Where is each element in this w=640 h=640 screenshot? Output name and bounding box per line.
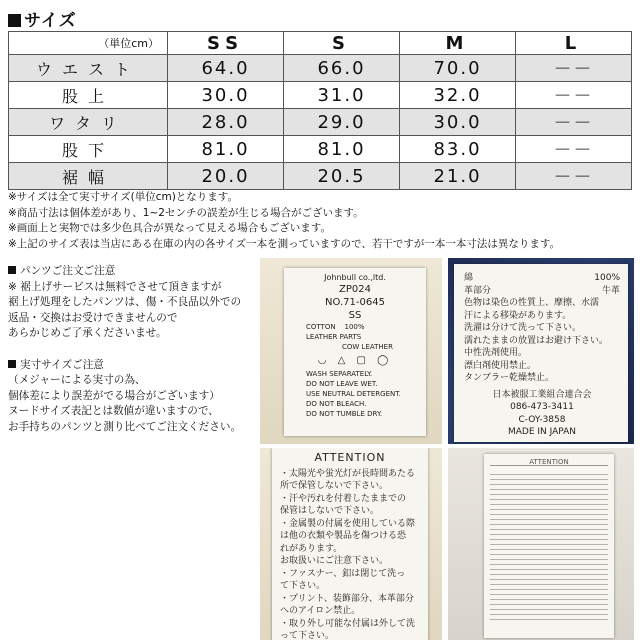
product-code: ZP024 [339,284,371,295]
attention-line: ・取り外し可能な付属は外して洗 [280,618,416,629]
measure-notice-line: （メジャーによる実寸の為、 [8,374,146,386]
attention-line: ・太陽光や蛍光灯が長時間あたる [280,468,416,479]
material-pct: 100% [594,273,620,283]
attention-tag-photo [260,448,442,640]
association-name: 日本被服工業組合連合会 [492,389,592,400]
measure-notice-title: 実寸サイズご注意 [8,358,258,374]
attention-line: ・汗や汚れを付着したままでの [280,493,407,504]
table-row [9,109,632,136]
care-label-tag [454,264,628,442]
table-cell: 31.0 [284,82,400,109]
attention-card [484,454,614,638]
attention-line: れがあります。 [280,543,343,554]
unit-cell: （単位cm） [9,32,168,55]
table-cell: 81.0 [168,136,284,163]
table-cell: 30.0 [400,109,516,136]
note-line: ※商品寸法は個体差があり、1~2センチの誤差が生じる場合がございます。 [8,206,364,219]
attention-heading: ATTENTION [314,451,386,464]
care-line: 色物は染色の性質上、摩擦、水濡 [464,298,600,308]
row-label: ワタリ [9,109,168,136]
square-bullet-icon [8,14,21,27]
material-pct: 100% [344,323,365,331]
table-cell: 81.0 [284,136,400,163]
table-row [9,55,632,82]
fine-print-icon [490,470,608,620]
care-line: 漂白剤使用禁止。 [464,360,537,371]
brand-label-tag [284,268,426,436]
section-title-text: サイズ [24,11,77,31]
table-cell: －－ [516,109,632,136]
table-cell: 20.5 [284,163,400,190]
table-cell: 64.0 [168,55,284,82]
row-label: 股下 [9,136,168,163]
attention-line: お取扱いにご注意下さい。 [280,556,389,566]
section-title [8,6,77,31]
leather-type: COW LEATHER [342,343,393,351]
care-line: タンブラー乾燥禁止。 [464,373,555,383]
attention-line: ・金属製の付属を使用している際 [280,518,416,529]
leather-type: 牛革 [601,285,620,296]
pants-notice-line: 返品・交換はお受けできませんので [8,311,178,324]
size-header-row [9,32,632,55]
care-line: 中性洗剤使用。 [464,348,528,358]
association-code: C-OY-3858 [518,414,566,425]
size-table [8,31,632,190]
table-cell: 21.0 [400,163,516,190]
row-label: ウエスト [9,55,168,82]
care-line: DO NOT TUMBLE DRY. [306,410,383,418]
measure-notice-line: 個体差により誤差がでる場合がございます） [8,389,220,402]
care-line: DO NOT BLEACH. [306,400,367,408]
table-cell: 32.0 [400,82,516,109]
table-cell: 66.0 [284,55,400,82]
attention-line: 所で保管しないで下さい。 [280,481,389,491]
table-cell: 70.0 [400,55,516,82]
square-bullet-icon [8,266,16,274]
leather-label: 革部分 [464,285,492,296]
size-notes [8,190,560,252]
care-line: WASH SEPARATELY. [306,370,373,378]
material-label: COTTON [306,323,336,331]
origin-label: MADE IN JAPAN [507,427,577,437]
size-header-ss: SS [168,32,284,55]
table-cell: －－ [516,163,632,190]
table-cell: －－ [516,136,632,163]
care-line: DO NOT LEAVE WET. [306,380,378,388]
order-notes [8,264,258,435]
association-phone: 086-473-3411 [510,402,574,412]
care-symbols-icon: ◡ △ ▢ ◯ [317,355,393,366]
product-number: NO.71-0645 [325,297,385,308]
care-line: 濡れたままの放置はお避け下さい。 [464,335,609,346]
product-size: SS [348,310,362,321]
table-cell: 29.0 [284,109,400,136]
care-label-photo [448,258,634,444]
attention-line: ・ファスナー、釦は閉じて洗っ [280,568,406,579]
square-bullet-icon [8,360,16,368]
attention-line: 保管はしないで下さい。 [280,506,380,516]
table-row [9,163,632,190]
note-line: ※画面上と実物では多少色具合が異なって見える場合もございます。 [8,222,331,234]
table-cell: 30.0 [168,82,284,109]
pants-notice-line: 裾上げ処理をしたパンツは、傷・不良品以外での [8,296,242,308]
attention-card-photo [448,448,634,640]
attention-line: て下さい。 [280,581,326,591]
attention-line: ・プリント、装飾部分、本革部分 [280,593,414,604]
size-header-m: M [400,32,516,55]
table-cell: －－ [516,55,632,82]
row-label: 裾幅 [9,163,168,190]
attention-line: って下さい。 [280,631,335,640]
table-cell: 28.0 [168,109,284,136]
size-header-l: L [516,32,632,55]
note-line: ※サイズは全て実寸サイズ(単位cm)となります。 [8,191,238,203]
table-row [9,136,632,163]
pants-notice-line: あらかじめご了承くださいませ。 [8,327,167,339]
pants-notice-title: パンツご注文ご注意 [8,264,258,280]
table-row [9,82,632,109]
table-cell: 83.0 [400,136,516,163]
material-label: 綿 [464,273,474,283]
attention-line: へのアイロン禁止。 [280,606,361,616]
attention-card-heading: ATTENTION [490,459,608,466]
measure-notice-line: お手持ちのパンツと測り比べてご注文ください。 [8,420,242,433]
table-cell: －－ [516,82,632,109]
care-line: 汗による移染があります。 [464,310,572,321]
row-label: 股上 [9,82,168,109]
size-header-s: S [284,32,400,55]
care-line: USE NEUTRAL DETERGENT. [306,390,401,398]
brand-logo: Johnbull co.,ltd. [324,273,386,282]
measure-notice-line: ヌードサイズ表記とは数値が違いますので、 [8,405,219,417]
table-cell: 20.0 [168,163,284,190]
attention-tag [272,448,428,640]
leather-label: LEATHER PARTS [306,333,362,341]
brand-label-photo [260,258,442,444]
note-line: ※上記のサイズ表は当店にある在庫の内の各サイズ一本を測っていますので、若干ですが一本一本寸法は異なります。 [8,237,561,250]
care-line: 洗濯は分けて洗って下さい。 [464,323,582,333]
pants-notice-line: ※ 裾上げサービスは無料でさせて頂きますが [8,280,222,293]
attention-line: は他の衣類や製品を傷つける恐 [280,531,407,541]
